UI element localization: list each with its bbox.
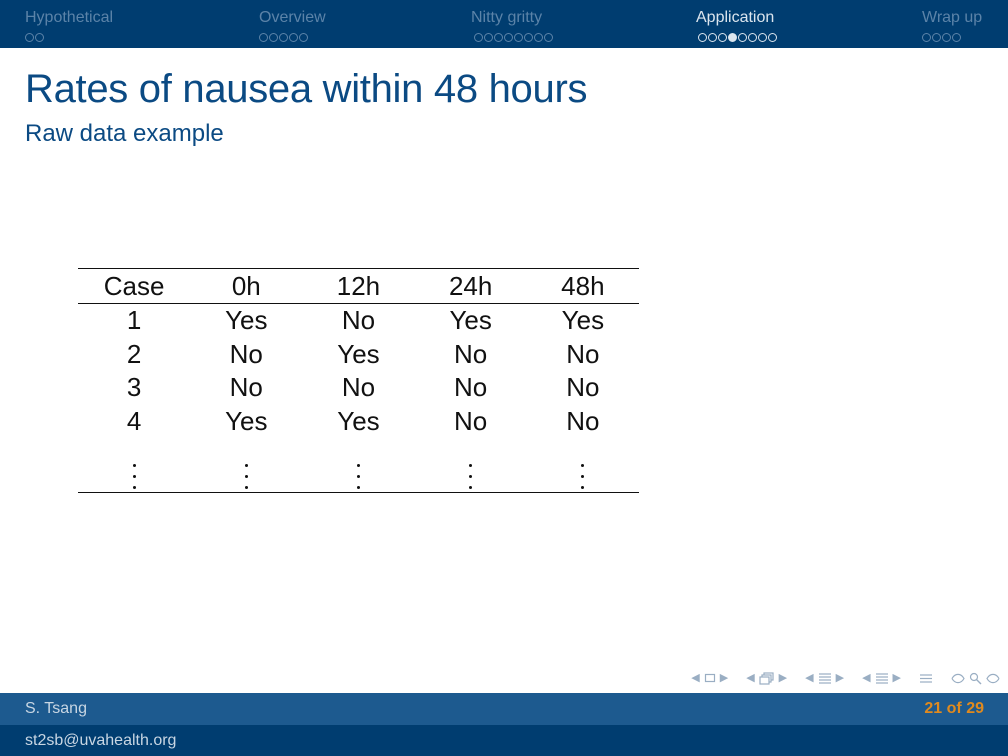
next-frame-arrow-icon[interactable]: ▶: [778, 672, 788, 684]
back-icon[interactable]: [949, 672, 967, 685]
page-number: [924, 700, 984, 718]
page-total: 29: [966, 700, 984, 717]
frame-dot-icon[interactable]: [25, 33, 34, 42]
column-header-12h: 12h: [336, 271, 381, 301]
vdots-icon: [78, 438, 190, 493]
table-cell: 1: [126, 305, 142, 336]
frame-dot-icon[interactable]: [698, 33, 707, 42]
table-cell: No: [341, 372, 376, 403]
page-current: 21: [924, 700, 943, 717]
frame-dot-icon[interactable]: [289, 33, 298, 42]
nausea-data-table: [78, 268, 639, 493]
table-cell: No: [566, 372, 600, 403]
table-cell: Yes: [561, 305, 605, 336]
frame-dot-icon[interactable]: [524, 33, 533, 42]
section-navigation-bar: [0, 0, 1008, 48]
table-cell: 4: [126, 405, 142, 436]
table-cell: Yes: [225, 305, 268, 336]
footer-author-bar: [0, 693, 1008, 725]
frame-dot-icon[interactable]: [952, 33, 961, 42]
page-of: of: [946, 700, 962, 717]
nav-dots-application[interactable]: [698, 33, 777, 43]
table-cell: No: [454, 405, 488, 436]
appendix-icon[interactable]: [917, 672, 935, 685]
table-continuation-row: [78, 438, 639, 493]
frame-dot-icon[interactable]: [484, 33, 493, 42]
table-cell: No: [341, 305, 376, 336]
nav-dots-hypothetical[interactable]: [25, 33, 44, 43]
frame-dot-icon[interactable]: [474, 33, 483, 42]
table-cell: No: [566, 405, 600, 436]
frame-dot-icon[interactable]: [494, 33, 503, 42]
table-cell: Yes: [225, 405, 268, 436]
table-cell: No: [229, 372, 263, 403]
frame-dot-icon[interactable]: [259, 33, 268, 42]
table-header-row: [78, 269, 639, 304]
vdots-icon: [302, 438, 414, 493]
section-icon[interactable]: [873, 672, 891, 685]
nav-section-overview[interactable]: Overview: [259, 9, 326, 26]
slide-icon[interactable]: [702, 672, 718, 684]
author-name: S. Tsang: [25, 700, 87, 717]
table-cell: No: [454, 372, 488, 403]
column-header-0h: 0h: [231, 271, 261, 301]
frame-dot-icon[interactable]: [708, 33, 717, 42]
nav-dots-overview[interactable]: [259, 33, 308, 43]
next-slide-arrow-icon[interactable]: ▶: [719, 672, 729, 684]
nav-section-wrap-up[interactable]: Wrap up: [922, 9, 983, 26]
frame-dot-icon[interactable]: [299, 33, 308, 42]
column-header-48h: 48h: [561, 271, 605, 301]
prev-slide-arrow-icon[interactable]: ◀: [691, 672, 700, 684]
frame-dot-icon[interactable]: [534, 33, 543, 42]
frame-dot-icon[interactable]: [758, 33, 767, 42]
frame-dot-icon[interactable]: [269, 33, 278, 42]
table-row: [78, 338, 639, 372]
table-cell: Yes: [449, 305, 492, 336]
frame-subtitle: Raw data example: [25, 120, 224, 147]
frame-dot-icon[interactable]: [768, 33, 777, 42]
table-cell: 2: [126, 338, 142, 369]
table-cell: Yes: [337, 338, 380, 369]
vdots-icon: [527, 438, 639, 493]
table-cell: Yes: [337, 405, 380, 436]
table-row: [78, 304, 639, 338]
frame-dot-icon[interactable]: [35, 33, 44, 42]
frame-dot-icon[interactable]: [922, 33, 931, 42]
frame-dot-icon[interactable]: [544, 33, 553, 42]
nav-section-hypothetical[interactable]: Hypothetical: [25, 9, 114, 26]
frame-dot-icon[interactable]: [738, 33, 747, 42]
prev-section-arrow-icon[interactable]: ◀: [862, 672, 871, 684]
frame-icon[interactable]: [757, 672, 777, 685]
next-section-arrow-icon[interactable]: ▶: [892, 672, 901, 684]
frame-dot-icon[interactable]: [279, 33, 288, 42]
frame-dot-icon[interactable]: [514, 33, 523, 42]
table-cell: No: [454, 338, 488, 369]
table-cell: No: [566, 338, 600, 369]
table-cell: 3: [126, 372, 142, 403]
nav-dots-nitty-gritty[interactable]: [474, 33, 553, 43]
prev-subsection-arrow-icon[interactable]: ◀: [805, 672, 814, 684]
current-frame-dot-icon[interactable]: [728, 33, 737, 42]
forward-icon[interactable]: [984, 672, 1002, 685]
table-row: [78, 405, 639, 439]
frame-dot-icon[interactable]: [748, 33, 757, 42]
nav-section-application[interactable]: Application: [696, 9, 775, 26]
table-cell: No: [229, 338, 263, 369]
frame-dot-icon[interactable]: [504, 33, 513, 42]
footer-email-bar: [0, 725, 1008, 756]
prev-frame-arrow-icon[interactable]: ◀: [746, 672, 755, 684]
frame-dot-icon[interactable]: [718, 33, 727, 42]
next-subsection-arrow-icon[interactable]: ▶: [835, 672, 845, 684]
author-email: st2sb@uvahealth.org: [25, 732, 177, 749]
subsection-icon[interactable]: [816, 672, 834, 685]
column-header-24h: 24h: [448, 271, 493, 301]
table-row: [78, 371, 639, 405]
frame-dot-icon[interactable]: [932, 33, 941, 42]
nav-dots-wrap-up[interactable]: [922, 33, 961, 43]
frame-title: Rates of nausea within 48 hours: [25, 67, 588, 111]
search-icon[interactable]: [967, 672, 984, 685]
nav-section-nitty-gritty[interactable]: Nitty gritty: [471, 9, 543, 26]
column-header-case: Case: [103, 271, 165, 301]
frame-dot-icon[interactable]: [942, 33, 951, 42]
beamer-navigation-symbols: [689, 670, 1002, 686]
vdots-icon: [415, 438, 527, 493]
vdots-icon: [190, 438, 302, 493]
